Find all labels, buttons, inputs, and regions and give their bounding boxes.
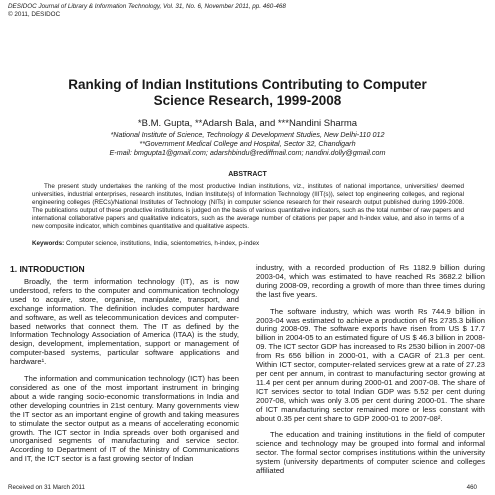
- body-paragraph: The information and communication technology (ICT) has been considered as one of the most important instrument in bringing about a wide ranging socio-economic transformations in India and other developing countries in 21st century. Many governments view the IT sector as an important engine of growth and taking measures to stimulate the sector output as a means of accelerating economic growth. The ICT sector in India spreads over both organised and unorganised segments of manufacturing and service sector. According to Department of IT of the Ministry of Communications and IT, the ICT sector is a fast growing sector of Indian: [10, 374, 239, 464]
- right-column: [256, 264, 485, 476]
- paper-title: [20, 77, 475, 109]
- journal-copyright: © 2011, DESIDOC: [8, 11, 61, 18]
- affiliations: [20, 130, 475, 157]
- affiliation-1: *National Institute of Science, Technology & Development Studies, New Delhi-110 012: [110, 130, 385, 139]
- body-paragraph: The software industry, which was worth Rs 744.9 billion in 2003-04 was estimated to achieve a production of Rs 2735.3 billion during 2008-09. The software exports have risen from US $ 17.7 billion in 2004-05 to an estimated figure of US $ 46.3 billion in 2008-09. The ICT sector GDP has increased to Rs 2530 billion in 2007-08 from Rs 656 billion in 2000-01, with a CAGR of 21.3 per cent. Within ICT sector, computer-related services grew at a rate of 27.23 per cent per annum, in contrast to manufacturing sector growing at 11.4 per cent per annum during 2000-01 and 2007-08. The share of ICT services sector to total Indian GDP was 5.52 per cent during 2007-08, which was only 3.05 per cent during 2000-01. The share of ICT manufacturing sector remained more or less constant with about 0.35 per cent share to GDP 2000-01 to 2007-08².: [256, 306, 485, 423]
- journal-header: [8, 3, 286, 19]
- author-emails: E-mail: bmgupta1@gmail.com; adarshbindu@rediffmail.com; nandini.dolly@gmail.com: [109, 148, 386, 157]
- affiliation-2: **Government Medical College and Hospital, Sector 32, Chandigarh: [139, 139, 356, 148]
- body-paragraph: The education and training institutions in the field of computer science and technology may be grouped into formal and informal sector. The formal sector comprises institutions within the university system (university departments of computer science and colleges affiliated: [256, 430, 485, 476]
- keywords-label: Keywords:: [32, 240, 65, 247]
- page-number: 460: [466, 484, 477, 491]
- section-heading-introduction: 1. INTRODUCTION: [10, 264, 85, 274]
- author-list: *B.M. Gupta, **Adarsh Bala, and ***Nandini Sharma: [137, 118, 358, 129]
- paper-title-line-2: Science Research, 1999-2008: [153, 93, 342, 108]
- abstract-text: The present study undertakes the ranking of the most productive Indian institutions, viz., institutes of national importance, universities/ deemed universities, industrial enterprises, research institutes, Indian Institute(s) of Information Technology (IIIT(s)), select top engineering colleges, and regional engineering colleges (RECs)/National Institutes of Technology (NITs) in computer science research for their research output published during 1999-2008. The publications output of these productive institutions is judged on the basis of various quantitative indicators, such as the total number of raw papers and international collaborative papers and qualitative indicators, such as the average number of citations per paper and h-index value, and also in terms of a new composite indicator, which combines quantitative and qualitative aspects.: [32, 183, 464, 230]
- received-date: Received on 31 March 2011: [8, 484, 85, 491]
- journal-citation: DESIDOC Journal of Library & Information Technology, Vol. 31, No. 6, November 2011, pp. 460-468: [8, 3, 286, 10]
- body-paragraph: industry, with a recorded production of Rs 1182.9 billion during 2003-04, which was estimated to have reached Rs 3682.2 billion during 2008-09, recording a growth of more than three times during the last five years.: [256, 263, 485, 299]
- body-paragraph: Broadly, the term information technology (IT), as is now understood, refers to the computer and communication technology used to acquire, store, organise, manipulate, transport, and exchange information. The definition includes computer hardware and software, as well as telecommunication devices and computer-based networks that connect them. The IT as defined by the Information Technology Association of America (ITAA) is the study, design, development, implementation, support or management of computer-based systems, particular software applications and hardware¹.: [10, 277, 239, 367]
- paper-title-line-1: Ranking of Indian Institutions Contributing to Computer: [68, 77, 427, 92]
- abstract-heading: ABSTRACT: [228, 171, 267, 178]
- keywords-text: Computer science, institutions, India, scientometrics, h-index, p-index: [64, 240, 260, 247]
- keywords: [32, 240, 464, 248]
- left-column: [10, 264, 239, 464]
